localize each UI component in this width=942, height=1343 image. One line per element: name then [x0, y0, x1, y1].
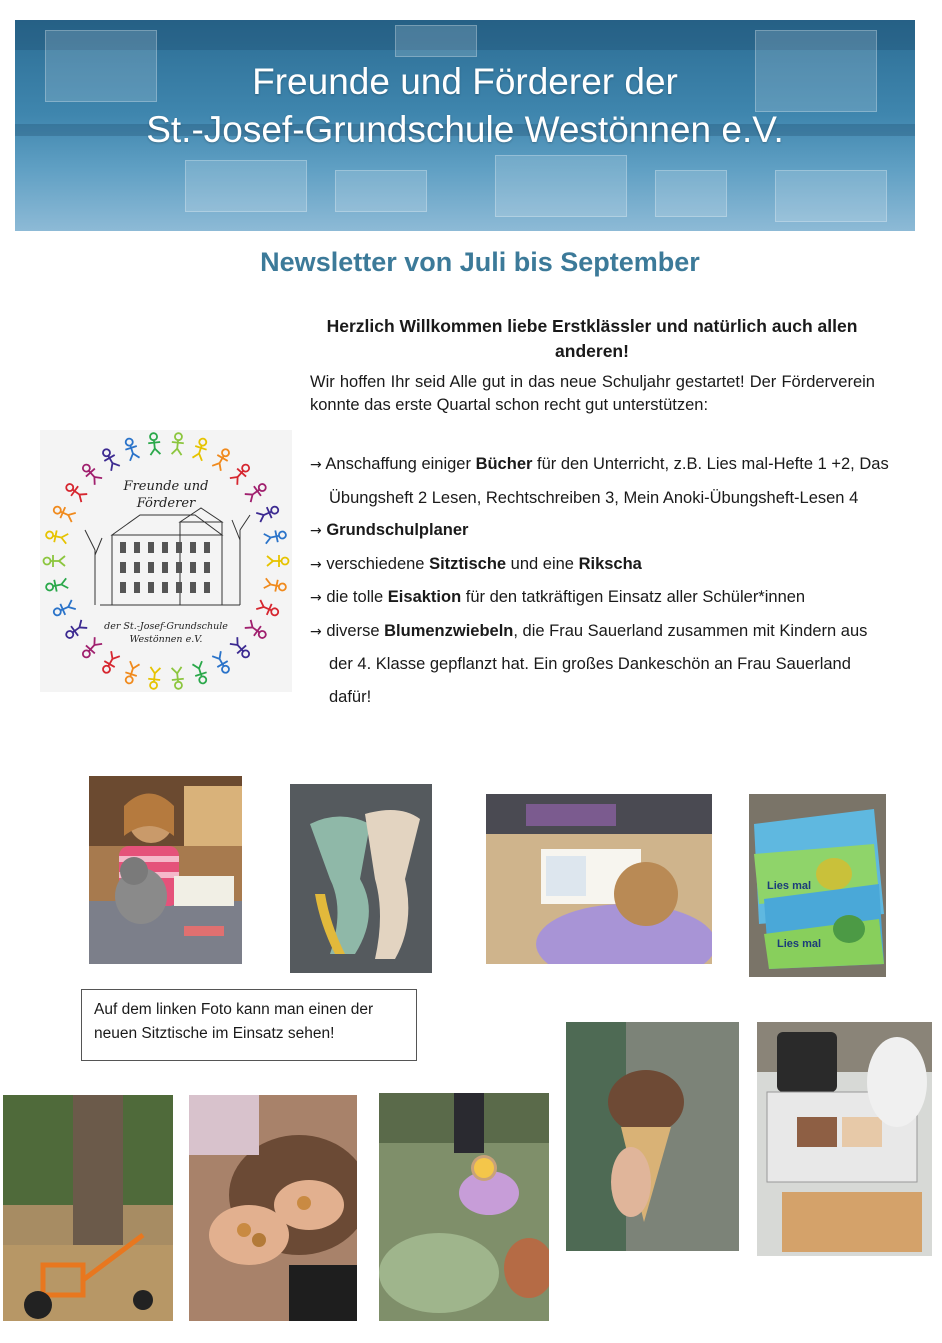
decorative-figure	[80, 461, 103, 485]
decorative-figure	[45, 528, 69, 544]
decorative-figure	[122, 437, 140, 461]
building-window	[134, 582, 140, 593]
decorative-figure	[80, 637, 103, 661]
photo-child-with-plush	[89, 776, 242, 964]
decorative-figure	[63, 619, 87, 641]
arrow-right-icon: →	[310, 457, 322, 473]
building-window	[162, 542, 168, 553]
building-window	[176, 542, 182, 553]
decorative-figure	[192, 661, 210, 685]
building-window	[148, 582, 154, 593]
decorative-figure	[211, 651, 232, 676]
photo-child-writing	[486, 794, 712, 964]
header-banner	[15, 20, 915, 231]
building-window	[176, 562, 182, 573]
decorative-figure	[147, 667, 161, 690]
logo-text-1: Freunde und	[123, 479, 209, 494]
building-window	[204, 582, 210, 593]
decorative-figure	[52, 503, 77, 523]
building-window	[120, 562, 126, 573]
list-item-text: die tolle	[326, 588, 388, 606]
photo-caption-box: Auf dem linken Foto kann man einen der neuen Sitztische im Einsatz sehen!	[81, 989, 417, 1061]
banner-title-line1: Freunde und Förderer der	[252, 61, 678, 102]
logo-text-3: der St.-Josef-Grundschule	[104, 621, 228, 632]
decorative-figure	[192, 437, 210, 461]
arrow-right-icon: →	[310, 523, 322, 539]
decorative-figure	[244, 619, 268, 641]
building-window	[162, 562, 168, 573]
list-item-bold: Eisaktion	[387, 588, 462, 606]
decorative-figure	[264, 577, 288, 593]
decorative-figure	[63, 481, 87, 503]
newsletter-title: Newsletter von Juli bis September	[260, 247, 700, 277]
decorative-figure	[45, 577, 69, 593]
building-window	[204, 562, 210, 573]
decorative-figure	[229, 637, 252, 661]
book-title-1: Lies mal	[767, 880, 812, 892]
decorative-figure	[229, 461, 252, 485]
list-item-bold: Blumenzwiebeln	[384, 621, 514, 640]
decorative-figure	[100, 447, 121, 472]
decorative-figure	[52, 599, 77, 619]
list-item-text: Anschaffung einiger	[325, 455, 476, 473]
list-item	[310, 548, 890, 582]
building-window	[134, 562, 140, 573]
building-window	[190, 542, 196, 553]
photo-planting-bulbs	[379, 1093, 549, 1321]
building-window	[148, 542, 154, 553]
list-item-text: und eine	[506, 554, 579, 573]
decorative-figure	[147, 433, 161, 456]
decorative-figure	[244, 481, 268, 503]
list-item-bold: Bücher	[475, 455, 533, 473]
list-item-bold: Rikscha	[578, 554, 642, 573]
decorative-figure	[44, 555, 66, 567]
building-window	[162, 582, 168, 593]
welcome-heading: Herzlich Willkommen liebe Erstklässler und natürlich auch allen anderen!	[326, 316, 858, 361]
building-window	[190, 562, 196, 573]
banner-title	[15, 58, 915, 154]
support-list	[310, 448, 890, 713]
building-window	[120, 542, 126, 553]
logo-text-4: Westönnen e.V.	[129, 634, 203, 645]
decorative-figure	[267, 555, 289, 567]
list-item	[310, 615, 890, 714]
list-item-text: diverse	[326, 621, 385, 640]
association-logo	[40, 430, 292, 692]
decorative-figure	[256, 503, 281, 523]
decorative-figure	[100, 651, 121, 676]
banner-title-line2: St.-Josef-Grundschule Westönnen e.V.	[146, 109, 784, 150]
list-item-bold: Sitztische	[429, 554, 507, 573]
building-window	[176, 582, 182, 593]
photo-lies-mal-books	[749, 794, 886, 977]
arrow-right-icon: →	[310, 590, 322, 606]
decorative-figure	[264, 528, 288, 544]
list-item	[310, 448, 890, 514]
photo-rikscha	[3, 1095, 173, 1321]
list-item	[310, 514, 890, 548]
logo-text-2: Förderer	[136, 496, 196, 511]
decorative-figure	[171, 667, 185, 690]
book-title-2: Lies mal	[777, 938, 822, 950]
photo-ice-cream	[566, 1022, 739, 1251]
list-item-bold: Grundschulplaner	[326, 521, 469, 539]
decorative-figure	[211, 447, 232, 472]
decorative-figure	[256, 599, 281, 619]
arrow-right-icon: →	[310, 556, 322, 573]
arrow-right-icon: →	[310, 623, 322, 640]
building-window	[134, 542, 140, 553]
list-item-text: , die Frau Sauerland zusammen mit Kindern aus der 4. Klasse gepflanzt hat. Ein großes Dankeschön an Frau Sauerland dafür!	[329, 621, 868, 706]
photo-ice-cream-cart	[757, 1022, 932, 1256]
building-window	[120, 582, 126, 593]
decorative-figure	[171, 433, 185, 456]
building-window	[204, 542, 210, 553]
building-window	[190, 582, 196, 593]
photo-seat-chairs	[290, 784, 432, 973]
intro-paragraph: Wir hoffen Ihr seid Alle gut in das neue Schuljahr gestartet! Der Förderverein konnte das erste Quartal schon recht gut unterstützen:	[310, 373, 875, 414]
list-item-text: für den tatkräftigen Einsatz aller Schüler*innen	[461, 588, 806, 606]
photo-bulbs-in-hands	[189, 1095, 357, 1321]
list-item-text: verschiedene	[326, 554, 430, 573]
building-window	[148, 562, 154, 573]
list-item-text: für den Unterricht, z.B. Lies mal-Hefte 1 +2, Das Übungsheft 2 Lesen, Rechtschreiben 3, Mein Anoki-Übungsheft-Lesen 4	[329, 455, 889, 507]
list-item	[310, 581, 890, 615]
decorative-figure	[122, 661, 140, 685]
